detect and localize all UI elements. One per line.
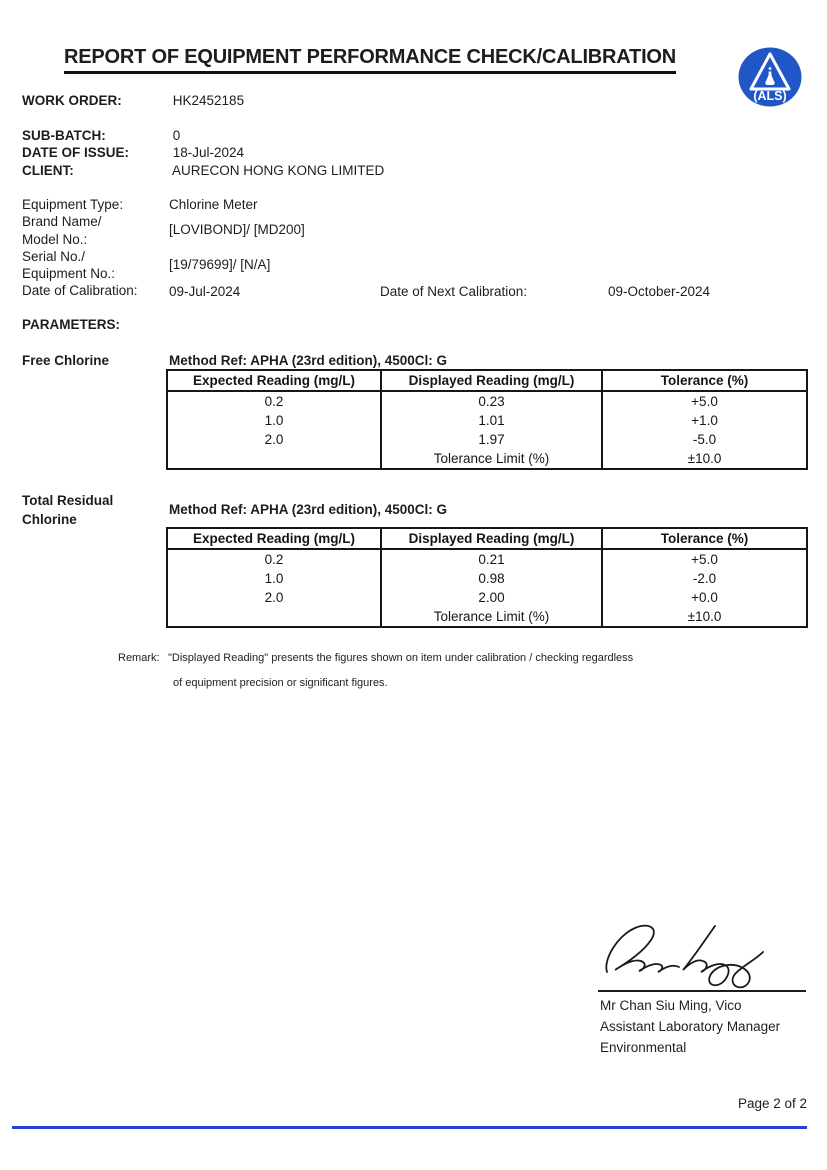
- remark-line-1: "Displayed Reading" presents the figures shown on item under calibration / checking regardless: [168, 652, 634, 664]
- expected-cell: 1.0: [264, 570, 284, 586]
- tolerance-cell: +1.0: [602, 411, 807, 431]
- serial-no-label: Serial No./: [22, 248, 86, 264]
- als-logo: [738, 47, 802, 108]
- tolerance-limit-row: [167, 608, 807, 628]
- sub-batch-value: 0: [172, 128, 181, 143]
- expected-cell: 2.0: [264, 590, 284, 606]
- tolerance-cell: +5.0: [602, 549, 807, 569]
- brand-name-label: Brand Name/: [22, 214, 102, 230]
- displayed-reading-header: Displayed Reading (mg/L): [381, 370, 602, 391]
- table-row: [167, 549, 807, 569]
- tolerance-limit-label-cell: Tolerance Limit (%): [381, 608, 602, 628]
- displayed-cell: 0.23: [381, 391, 602, 411]
- section-free-chlorine-name: Free Chlorine: [22, 353, 110, 368]
- page-title: REPORT OF EQUIPMENT PERFORMANCE CHECK/CALIBRATION: [64, 46, 676, 74]
- calibration-date-label: Date of Calibration:: [22, 283, 138, 299]
- tolerance-limit-label-cell: Tolerance Limit (%): [381, 450, 602, 470]
- table-header-row: [167, 528, 807, 549]
- displayed-reading-header: Displayed Reading (mg/L): [381, 528, 602, 549]
- page-number: Page 2 of 2: [737, 1096, 807, 1111]
- expected-reading-header: Expected Reading (mg/L): [167, 370, 381, 391]
- displayed-cell: 0.98: [381, 569, 602, 589]
- free-chlorine-table: [166, 369, 808, 470]
- equipment-no-label: Equipment No.:: [22, 266, 116, 282]
- table-row: [167, 588, 807, 608]
- client-label: CLIENT:: [22, 162, 74, 178]
- expected-cell: 0.2: [264, 393, 284, 409]
- work-order-row: [22, 92, 244, 109]
- table-row: [167, 411, 807, 431]
- tolerance-cell: +0.0: [602, 588, 807, 608]
- work-order-label: WORK ORDER:: [22, 93, 122, 108]
- section-free-chlorine-method-ref: Method Ref: APHA (23rd edition), 4500Cl: G: [169, 353, 448, 368]
- expected-cell: 2.0: [264, 432, 284, 448]
- signatory-title: Assistant Laboratory Manager: [600, 1019, 781, 1034]
- tolerance-limit-value-cell: ±10.0: [602, 608, 807, 628]
- table-header-row: [167, 370, 807, 391]
- signatory-department: Environmental: [600, 1040, 687, 1055]
- calibration-date-value: 09-Jul-2024: [169, 283, 241, 299]
- expected-cell: 0.2: [264, 551, 284, 567]
- date-of-issue-label: DATE OF ISSUE:: [22, 145, 130, 161]
- tolerance-limit-value-cell: ±10.0: [602, 450, 807, 470]
- equipment-labels: [22, 196, 138, 300]
- next-calibration-label: Date of Next Calibration:: [380, 283, 528, 299]
- signature-image: [597, 918, 767, 990]
- expected-cell: 1.0: [264, 412, 284, 428]
- brand-model-value: [LOVIBOND]/ [MD200]: [169, 222, 305, 237]
- logo-text: (ALS): [753, 89, 787, 103]
- sub-batch-row: [22, 127, 180, 144]
- tolerance-cell: -2.0: [602, 569, 807, 589]
- equipment-type-value: Chlorine Meter: [169, 197, 258, 212]
- client-row: [22, 162, 384, 179]
- footer-rule: [12, 1126, 807, 1129]
- signatory-block: [600, 995, 780, 1058]
- expected-reading-header: Expected Reading (mg/L): [167, 528, 381, 549]
- table-row: [167, 430, 807, 450]
- tolerance-cell: +5.0: [602, 391, 807, 411]
- client-value: AURECON HONG KONG LIMITED: [172, 162, 385, 178]
- tolerance-cell: -5.0: [602, 430, 807, 450]
- displayed-cell: 1.01: [381, 411, 602, 431]
- next-calibration-value: 09-October-2024: [608, 283, 711, 299]
- empty-cell: [167, 450, 381, 470]
- displayed-cell: 0.21: [381, 549, 602, 569]
- date-of-issue-row: [22, 144, 244, 161]
- displayed-cell: 1.97: [381, 430, 602, 450]
- remark-label: Remark:: [118, 652, 160, 664]
- tolerance-limit-row: [167, 450, 807, 470]
- tolerance-header: Tolerance (%): [602, 528, 807, 549]
- work-order-value: HK2452185: [172, 93, 245, 108]
- section-name-line: Chlorine: [22, 511, 77, 527]
- section-total-residual-name: [22, 492, 113, 529]
- date-of-issue-value: 18-Jul-2024: [172, 145, 245, 161]
- section-total-residual-method-ref: Method Ref: APHA (23rd edition), 4500Cl: G: [169, 502, 448, 517]
- parameters-heading: PARAMETERS:: [22, 317, 121, 332]
- remark-line-2: of equipment precision or significant figures.: [173, 677, 388, 689]
- equipment-type-label: Equipment Type:: [22, 197, 124, 212]
- serial-equipment-value: [19/79699]/ [N/A]: [169, 257, 271, 272]
- model-no-label: Model No.:: [22, 231, 88, 247]
- section-name-line: Total Residual: [22, 493, 114, 508]
- table-row: [167, 391, 807, 411]
- tolerance-header: Tolerance (%): [602, 370, 807, 391]
- table-row: [167, 569, 807, 589]
- empty-cell: [167, 608, 381, 628]
- report-title-wrap: [0, 46, 740, 74]
- displayed-cell: 2.00: [381, 588, 602, 608]
- signatory-name: Mr Chan Siu Ming, Vico: [600, 998, 742, 1013]
- signature-line: [598, 990, 806, 992]
- total-residual-chlorine-table: [166, 527, 808, 628]
- sub-batch-label: SUB-BATCH:: [22, 128, 106, 143]
